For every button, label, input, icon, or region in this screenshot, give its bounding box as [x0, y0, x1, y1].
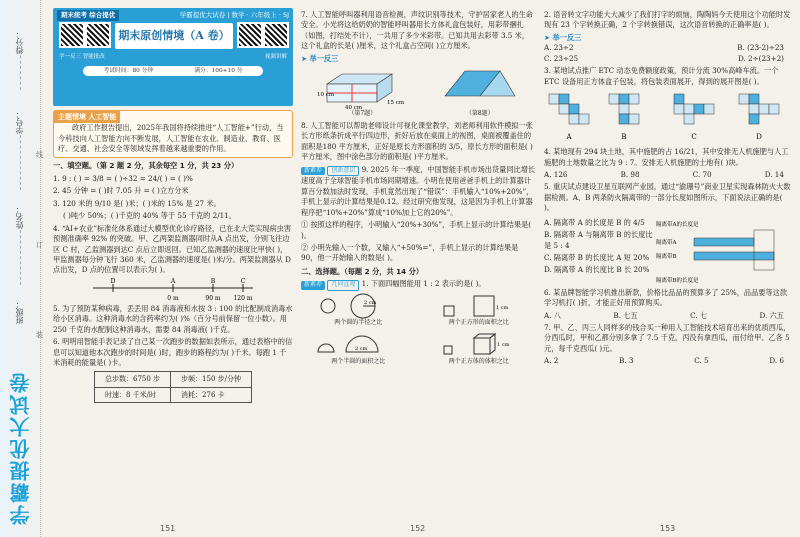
choice-question-7: 7. 甲、乙、丙三人同样多的钱合买一种用人工智能技术培育出来的优质西瓜，分西瓜时，甲和乙都分别多拿了 7.5 千克，丙没有拿西瓜，而付给甲、乙各 5 元，每千克西瓜( )元。 — [544, 323, 791, 353]
option[interactable]: D. 2÷(23+2) — [737, 53, 784, 63]
cut-mark: 订 — [36, 241, 43, 249]
point-label: D — [110, 277, 116, 285]
measure-label: 1 cm — [495, 304, 509, 311]
page-151 — [53, 8, 293, 517]
cut-line — [40, 0, 41, 537]
qr-code-icon[interactable] — [85, 22, 111, 48]
qr-left-caption: 学一反三 智能批改 — [59, 54, 105, 60]
page-number: 152 — [410, 524, 426, 533]
theme-box — [53, 110, 293, 158]
table-cell: 总步数：6750 步 — [95, 372, 171, 387]
point-label: A — [170, 277, 176, 285]
net-label[interactable]: A — [566, 133, 572, 142]
page-153 — [544, 8, 794, 517]
folded-paper-diagram — [440, 66, 520, 110]
table-row — [95, 387, 252, 402]
exam-time: 考试时间：80 分钟 — [103, 67, 154, 74]
semicircles-diagram — [308, 332, 408, 358]
question-1: 1. 9 : ( ) = 3/8 = ( )÷32 = 24/( ) = ( )% — [53, 173, 193, 183]
cubes-diagram — [429, 332, 529, 358]
id-label: 学号： — [15, 110, 24, 134]
figure-caption: （第8题） — [465, 110, 494, 118]
exam-tag: 期末统考 综合提优 — [57, 10, 119, 21]
option[interactable]: C. 隔离带 B 的长度比 A 短 20% — [544, 253, 650, 262]
option-a[interactable] — [301, 293, 416, 328]
tag-new-literacy: 新素养 — [301, 167, 325, 176]
measure-label: 1 cm — [496, 341, 510, 348]
option[interactable]: B. 3 — [619, 356, 634, 366]
figure-caption: （第7题） — [348, 110, 377, 118]
squares-diagram — [429, 293, 529, 319]
qr-code-icon[interactable] — [237, 22, 263, 48]
measure-label: 2 cm — [364, 299, 377, 306]
option[interactable]: B. 98 — [620, 169, 640, 179]
belt-note: 隔离带B的长度是 — [656, 277, 699, 284]
net-label[interactable]: B — [621, 133, 627, 142]
question-9 — [301, 165, 536, 218]
choice-question-3: 3. 某地试点推广 ETC 动态免费额度政策，预计分流 30%高峰车流。一个 ETC 设备用正方体盒子包装，将包装表面展开，得到的展开图是( )。 — [544, 66, 779, 86]
option-b[interactable] — [422, 293, 537, 328]
qr-code-icon[interactable] — [59, 22, 85, 48]
choice-question-4: 4. 某地现有 294 块土地，其中施肥的占 16/21，其中安排无人机施肥与人工施肥的土地数量之比为 9 : 7。安排无人机施肥的土地有( )块。 — [544, 147, 789, 167]
choice-question-2: 2. 语音转文字功能大大减少了我们打字的烦恼，陶陶妈今天使用这个功能时发现有 23 个字转换正确，2 个字转换错误，这次语音转换的正确率是( )。 — [544, 10, 791, 30]
cube-nets-diagram — [544, 89, 789, 145]
page-number: 153 — [660, 524, 676, 533]
tag-new-literacy: 新素养 — [301, 281, 325, 290]
tick-label: 90 m — [205, 294, 221, 302]
choice-question-1-text: 1. 下面四幅图能用 1 : 2 表示的是( )。 — [361, 279, 486, 289]
question-9b: ② 小明先输入一个数，又输入“+50%=”，手机上显示的计算结果是 90，他一开始输入的数是( )。 — [301, 242, 519, 263]
tick-label: 0 m — [167, 294, 179, 302]
option[interactable]: C. 70 — [692, 169, 712, 179]
question-6: 6. 明明用智能手表记录了自己某一次跑步的数据如表所示，通过表格中的信息可以知道他本次跑步的时间是( )时，跑步的路程约为( )千米。每跑 1 千米消耗的能量是( )卡。 — [53, 337, 293, 368]
choice-question-5: 5. 重庆试点建设卫星互联网产业园，通过“渝珊号”商业卫星实现森林防火大数据检测。A、B 两条防火隔离带的一部分长度如图所示，下面说法正确的是( )。 — [544, 182, 791, 213]
series-label: 学霸提优大试卷 | 数学 · 六年级上 · SJ — [179, 11, 289, 19]
option-b-label: 两个正方形的面积之比 — [448, 318, 509, 326]
figure-8 — [440, 66, 520, 119]
choice-7-options — [544, 356, 794, 366]
qr-right-caption: 视频讲解 — [264, 54, 287, 60]
choice-question-6: 6. 某品牌智能学习机推出新款，价格比品品的预算多了 25%，品品要等这款学习机打( )折，才能正好用预算购买。 — [544, 287, 788, 308]
exam-score: 满分：100+10 分 — [194, 67, 243, 74]
dim-label: 10 cm — [317, 92, 335, 99]
option[interactable]: A. 126 — [544, 169, 568, 179]
dim-label: 40 cm — [345, 105, 363, 111]
option[interactable]: A. 八 — [544, 310, 561, 320]
run-data-table — [94, 371, 252, 402]
choice-2-options — [544, 43, 794, 53]
option-d[interactable] — [422, 332, 537, 367]
page-number: 151 — [160, 524, 176, 533]
choice-4-options — [544, 170, 794, 180]
option[interactable]: D. 六五 — [759, 310, 784, 320]
table-cell: 步频：150 步/分钟 — [171, 372, 252, 387]
question-2: 2. 45 分钟 = ( )时 7.05 升 = ( )立方分米 — [53, 186, 189, 196]
net-label[interactable]: C — [691, 133, 697, 142]
option-a-label: 两个圆的半径之比 — [334, 318, 383, 326]
practice-link[interactable]: ➤ 举一反三 — [301, 53, 339, 63]
choice-2-options — [544, 54, 794, 64]
option[interactable]: A. 23÷2 — [544, 43, 574, 53]
choice-question-1 — [301, 279, 536, 291]
table-row — [95, 372, 252, 387]
question-4: 4. “AI+农业”标准化体系通过大模型优化诊疗路径，已在北大荒实现病虫害预测准确率 92% 的突破。甲、乙两架监测器同时从A 点出发，分别飞往边区 C 村，乙监测器到达C 点后立即返回。已知乙监测器的速度比甲快( )，甲监测器每分钟飞行 360 米，乙监测器的速度是( )米/分。两架监测器从 D 点出发，D 点的位置可以表示为( )。 — [53, 223, 292, 275]
table-cell: 时速：8 千米/时 — [95, 387, 171, 402]
question-8: 8. 人工智能可以帮助老师设计可视化课堂教学，刘老师利用软件模拟一张长方形纸条折成平行四边形，折好后放在桌面上的视图，桌面被覆盖住的面积是180 平方厘米，正好是原长方形面积的 3/5，原长方形的面积是( )平方厘米，图中涂色部分的面积是( )平方厘米。 — [301, 120, 533, 162]
belt-label: 隔离带A — [656, 239, 677, 246]
option[interactable]: D. 6 — [769, 356, 784, 366]
net-label[interactable]: D — [756, 133, 762, 142]
name-label: 姓名： — [15, 205, 24, 229]
page-152 — [301, 8, 536, 517]
question-5: 5. 为了预防某种病毒，丢丢用 84 消毒液和水按 3 : 100 的比配制成消毒水给小区消毒。这种消毒水的含药率约为( )%（百分号前保留一位小数）。用 250 千克的水配制这种消毒水，需要 84 消毒液( )千克。 — [53, 303, 293, 334]
belt-label: 隔离带B — [656, 253, 677, 260]
cut-mark: 装 — [36, 331, 43, 339]
tag-innovation: 创新意识 — [327, 166, 359, 177]
option[interactable]: D. 隔离带 A 的长度比 B 长 20% — [544, 265, 650, 275]
score-label: 得分： — [15, 30, 24, 54]
option[interactable]: C. 5 — [694, 356, 709, 366]
point-label: B — [210, 277, 216, 285]
gift-box-diagram — [317, 66, 407, 110]
belt-note: 隔离带A的长度是 — [656, 221, 699, 228]
question-9a: ① 按照这样的程序，小明输入“20%+30%”，手机上显示的计算结果是( )。 — [301, 220, 532, 240]
qr-code-icon[interactable] — [263, 22, 289, 48]
firebreak-diagram — [654, 216, 789, 286]
exam-info — [83, 66, 263, 76]
point-label: C — [240, 277, 246, 285]
figure-7 — [317, 66, 407, 119]
class-label: 班级： — [15, 300, 24, 324]
question-3b: ( )吨少 50%；( )千克的 40% 等于 55 千克的 2/11。 — [63, 211, 236, 221]
option[interactable]: B. (23-2)÷23 — [737, 43, 784, 53]
option[interactable]: B. 隔离带 A 与隔离带 B 的长度比是 5 : 4 — [544, 230, 653, 250]
tag-geometry: 几何直观 — [327, 280, 359, 291]
option[interactable]: C. 23÷25 — [544, 53, 579, 63]
cut-mark: 线 — [36, 151, 43, 159]
theme-text: 政府工作报告提出，2025年我国将持续推进“人工智能+”行动，当今科技向人工智能方向不断发展，人工智能在农业、制造业、教育、医疗、交通、社会安全等领域发挥着越来越重要的作用。 — [58, 123, 284, 154]
brand-logo: 学霸提优大试卷 — [9, 371, 33, 525]
option[interactable]: A. 隔离带 A 的长度是 B 的 4/5 — [544, 217, 645, 227]
option[interactable]: A. 2 — [544, 356, 559, 366]
binding-strip — [0, 0, 48, 537]
question-7: 7. 人工智能呼叫器利用语音检测，声纹识别等技术，守护居家老人的生命安全。小光将这给奶奶的智能呼叫器用长方体礼盒包装好，用彩带捆扎（如图，打结处不计），一共用了多少米彩带。已知共用去彩带 3.5 米，这个礼盒的长是( )厘米，这个礼盒占空间( )立方厘米。 — [301, 10, 533, 51]
exam-header — [53, 8, 293, 106]
number-line-diagram — [73, 278, 273, 302]
theme-title: 主题情境 人工智能 — [54, 111, 120, 123]
exam-title: 期末原创情境（A 卷） — [115, 23, 233, 49]
measure-label: 2 cm — [355, 345, 368, 352]
option[interactable]: D. 14 — [764, 169, 784, 179]
option[interactable]: B. 七五 — [613, 310, 638, 320]
section-fill-blank: 一、填空题。（第 2 题 2 分，其余每空 1 分，共 23 分） — [53, 161, 239, 171]
option[interactable]: C. 七 — [690, 310, 708, 320]
practice-link[interactable]: ➤ 举一反三 — [544, 32, 582, 42]
question-3: 3. 120 米的 9/10 是( )米；( )米的 15% 是 27 米。 — [53, 198, 221, 208]
dim-label: 15 cm — [387, 100, 405, 107]
option-c[interactable] — [301, 332, 416, 367]
circles-diagram — [308, 293, 408, 319]
choice-6-options — [544, 311, 794, 321]
table-cell: 消耗：276 卡 — [171, 387, 252, 402]
option-d-label: 两个正方体的体积之比 — [448, 357, 509, 365]
tick-label: 120 m — [233, 294, 253, 302]
option-c-label: 两个半圆的面积之比 — [331, 357, 386, 365]
question-9-text: 9. 2025 年一季度，中国智能手机市场出货量同比增长速度高于全球智能手机市场同期增速。小明在使用爸爸手机上的计算器计算百分数加法时发现，手机竟然出现了“错误”：手机输入“10%+20%”，手机上显示的计算结果是0.12。经过研究他发现，这是因为手机上计算器程序把“10%+20%”算成“10%加上它的20%”。 — [301, 164, 536, 217]
section-choice: 二、选择题。（每题 2 分，共 14 分） — [301, 266, 424, 276]
